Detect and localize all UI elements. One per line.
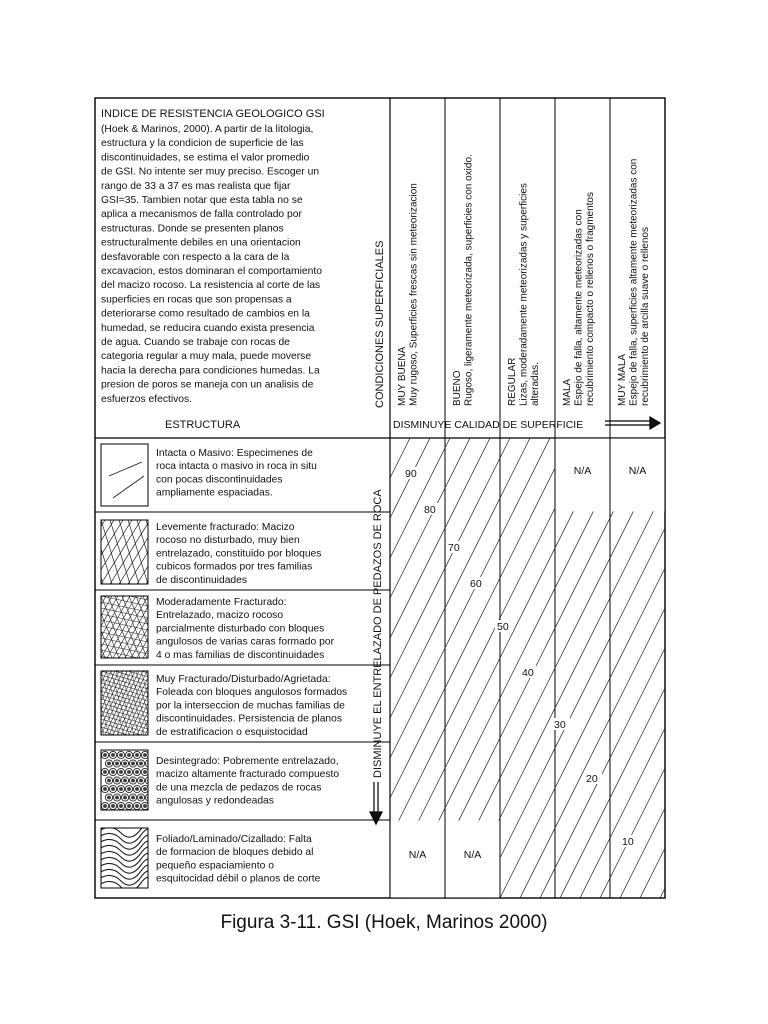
hatch-line <box>0 438 170 898</box>
right-arrow-icon <box>605 417 660 429</box>
foliated-rock-icon <box>99 823 153 891</box>
intro-line: de agua. Cuando se trabaje con rocas de <box>101 337 290 348</box>
intro-line: deteriorarse como resultado de cambios en la <box>101 308 310 320</box>
hatch-line <box>20 438 250 898</box>
structure-description-line: Intacta o Masivo: Especimenes de <box>156 448 313 459</box>
gsi-contour-40: 40 <box>522 667 534 679</box>
hatch-line <box>160 438 390 898</box>
structure-description-line: de una mezcla de pedazos de rocas <box>156 782 322 794</box>
gsi-contour-20: 20 <box>586 773 598 785</box>
hatch-line <box>120 438 350 898</box>
gsi-contour-60: 60 <box>470 578 482 590</box>
structure-row-muy-fracturado <box>156 674 347 738</box>
decrease-surface-label: DISMINUYE CALIDAD DE SUPERFICIE <box>393 419 584 431</box>
hatch-line <box>720 438 768 898</box>
intro-line: (Hoek & Marinos, 2000). A partir de la litologia, <box>101 124 314 135</box>
structure-description-line: Foliado/Laminado/Cizallado: Falta <box>156 834 312 845</box>
gsi-contour-80: 80 <box>424 504 436 516</box>
na-label: N/A <box>463 849 482 861</box>
column-header-muy-buena <box>397 183 420 406</box>
intro-line: del macizo rocoso. La resistencia al corte de las <box>101 280 321 292</box>
gsi-contour-70: 70 <box>448 542 460 554</box>
structure-description-line: angulosas y redondeadas <box>156 795 274 807</box>
intro-line: superficies en rocas que son propensas a <box>101 294 292 306</box>
structure-description-line: parcialmente disturbado con bloques <box>156 623 325 635</box>
intro-line: humedad, se reducira cuando exista presencia <box>101 322 315 334</box>
figure-caption: Figura 3-11. GSI (Hoek, Marinos 2000) <box>220 912 548 933</box>
intro-line: excavacion, estos dominaran el comportamiento <box>101 266 322 277</box>
structure-description-line: de estratificacion o esquistocidad <box>156 726 308 738</box>
hatch-line <box>0 438 90 898</box>
hatch-line <box>40 438 270 898</box>
intro-line: rango de 33 a 37 es mas realista que fijar <box>101 180 291 192</box>
intro-line: esfuerzos efectivos. <box>101 393 192 405</box>
structure-description-line: ampliamente espaciadas. <box>156 487 273 499</box>
hatch-line <box>0 438 30 898</box>
hatch-line <box>740 438 768 898</box>
intro-line: estructuralmente debiles en una orientacion <box>101 237 301 249</box>
structure-description-line: Moderadamente Fracturado: <box>156 597 287 608</box>
surface-column-headers <box>397 154 651 406</box>
down-arrow-icon <box>370 782 382 824</box>
structure-description-line: roca intacta o masivo in roca in situ <box>156 461 317 473</box>
structure-description-line: de discontinuidades <box>156 574 248 586</box>
column-header-regular <box>507 183 541 406</box>
structure-icons <box>47 444 240 891</box>
intro-line: de GSI. No intente ser muy preciso. Escoger un <box>101 166 320 178</box>
structure-row-levemente <box>156 522 321 586</box>
hatch-line <box>760 438 768 898</box>
structure-description-line: discontinuidades. Persistencia de planos <box>156 713 343 725</box>
hatch-line <box>0 438 70 898</box>
column-header-line: recubrimiento compacto o rellenos o fragmentos <box>585 192 596 406</box>
structure-description-line: con pocas discontinuidades <box>156 474 283 486</box>
hatch-line <box>0 438 130 898</box>
hatch-line <box>0 438 110 898</box>
structure-description-line: angulosos de varias caras formado por <box>156 636 335 648</box>
hatch-line <box>660 438 768 898</box>
na-label: N/A <box>408 849 427 861</box>
hatch-line <box>680 438 768 898</box>
column-header-line: Espejo de falla, altamente meteorizadas con <box>573 209 585 406</box>
structure-rows <box>156 448 347 885</box>
decrease-interlock-label: DISMINUYE EL ENTRELAZADO DE PEDAZOS DE ROCA <box>372 489 384 778</box>
intro-line: estructuras. Donde se presenten planos <box>101 223 284 235</box>
hatch-line <box>0 438 150 898</box>
na-label: N/A <box>628 465 647 477</box>
hatch-line <box>140 438 370 898</box>
structure-description-line: 4 o mas familias de discontinuidades <box>156 649 325 661</box>
intro-line: presion de poros se maneja con un analisis de <box>101 379 314 391</box>
intro-line: discontinuidades, se estima el valor promedio <box>101 152 310 164</box>
structure-description-line: pequeño espaciamiento o <box>156 860 274 872</box>
structure-row-desintegrado <box>156 756 339 807</box>
intro-line: estructura y la condicion de superficie de las <box>101 138 304 150</box>
hatch-line <box>700 438 768 898</box>
column-header-line: Rugoso, ligeramente meteorizada, superficies con oxido. <box>463 154 475 406</box>
column-header-line: MALA <box>562 378 573 406</box>
disintegrated-rock-icon <box>101 750 153 810</box>
structure-description-line: macizo altamente fracturado compuesto <box>156 769 340 781</box>
structure-description-line: por la interseccion de muchas familias de <box>156 700 345 712</box>
gsi-contour-30: 30 <box>554 719 566 731</box>
structure-description-line: cubicos formados por tres familias <box>156 561 313 573</box>
intro-line: categoria regular a muy mala, puede moverse <box>101 351 312 363</box>
column-header-line: recubrimiento de arcilla suave o rellenos <box>640 227 651 406</box>
gsi-contour-10: 10 <box>622 836 634 848</box>
column-header-line: MUY MALA <box>617 353 628 406</box>
structure-description-line: Foleada con bloques angulosos formados <box>156 687 348 699</box>
hatch-line <box>0 438 10 898</box>
intro-title: INDICE DE RESISTENCIA GEOLOGICO GSI <box>101 108 325 120</box>
estructura-header: ESTRUCTURA <box>165 419 241 431</box>
column-header-line: Espejo de falla, superficies altamente meteorizadas con <box>628 158 640 406</box>
hatch-line <box>0 438 50 898</box>
column-header-line: REGULAR <box>507 357 518 406</box>
column-header-line: MUY BUENA <box>397 346 408 406</box>
gsi-contour-90: 90 <box>405 468 417 480</box>
intact-rock-icon <box>101 444 148 506</box>
conditions-label: CONDICIONES SUPERFICIALES <box>374 240 386 408</box>
intro-line: aplica a mecanismos de falla controlado por <box>101 209 302 221</box>
structure-description-line: rocoso no disturbado, muy bien <box>156 535 300 547</box>
column-header-line: Muy rugoso, Superficies frescas sin meteorizacion <box>408 183 420 406</box>
column-header-mala <box>562 192 596 406</box>
structure-description-line: esquitocidad débil o planos de corte <box>156 873 321 885</box>
structure-description-line: Desintegrado: Pobremente entrelazado, <box>156 756 339 767</box>
na-label: N/A <box>573 465 592 477</box>
column-header-bueno <box>452 154 475 406</box>
structure-description-line: de formacion de bloques debido al <box>156 847 314 859</box>
structure-row-moderadamente <box>156 597 335 661</box>
structure-description-line: entrelazado, constituido por bloques <box>156 548 322 560</box>
column-header-line: Lizas, moderadamente meteorizadas y superficies <box>518 183 530 406</box>
structure-description-line: Levemente fracturado: Macizo <box>156 522 295 533</box>
structure-row-intacta <box>156 448 317 499</box>
column-header-muy-mala <box>617 159 651 406</box>
intro-line: hacia la derecha para condiciones humedas. La <box>101 365 320 377</box>
hatch-line <box>100 438 330 898</box>
structure-row-foliado <box>156 834 321 885</box>
structure-description-line: Entrelazado, macizo rocoso <box>156 610 284 622</box>
column-header-line: BUENO <box>452 370 463 406</box>
intro-line: desfavorable con respecto a la cara de la <box>101 251 290 263</box>
column-header-line: alteradas. <box>530 362 541 406</box>
hatch-line <box>0 438 210 898</box>
intro-line: GSI=35. Tambien notar que esta tabla no se <box>101 195 303 206</box>
intro-text <box>101 124 322 405</box>
structure-description-line: Muy Fracturado/Disturbado/Agrietada: <box>156 674 331 685</box>
gsi-contour-50: 50 <box>497 621 509 633</box>
